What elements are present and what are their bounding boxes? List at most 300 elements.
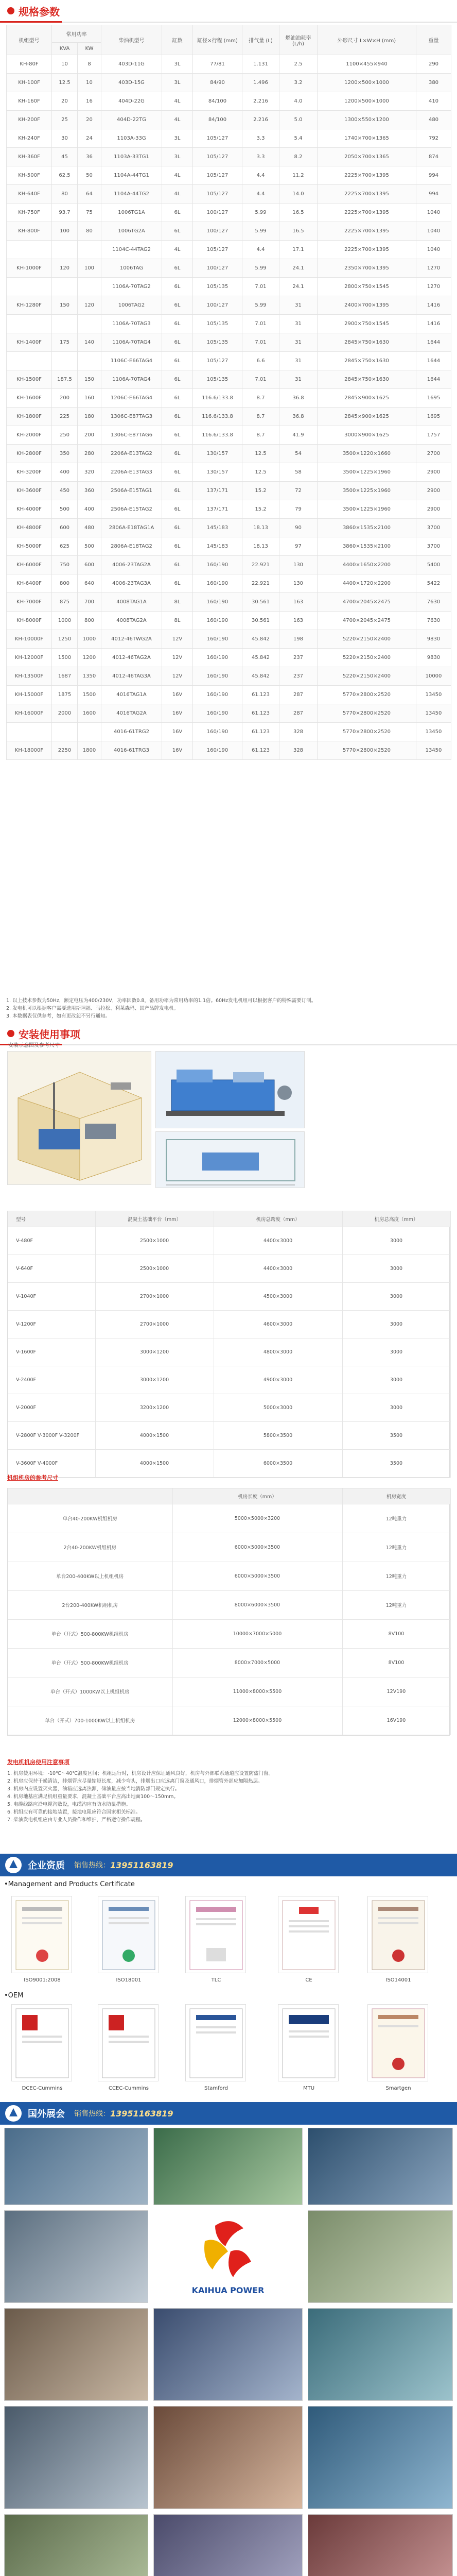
install-cell: V-1200F	[8, 1310, 95, 1338]
spec-cell: 1875	[52, 686, 78, 704]
install-dimension-table-box	[7, 1211, 450, 1478]
spec-row	[7, 55, 451, 74]
install-row	[8, 1338, 450, 1366]
spec-cell: 404D-22G	[101, 92, 162, 111]
spec-cell: 105/127	[193, 148, 242, 166]
spec-cell: 3500×1225×1960	[318, 482, 416, 500]
cert-dcec-image	[11, 2004, 72, 2081]
spec-cell: 237	[279, 667, 318, 686]
mgmt-cert-title: •Management and Products Certificate	[4, 1880, 135, 1888]
spec-cell: 16.5	[279, 204, 318, 222]
spec-row	[7, 74, 451, 92]
spec-cell: 2.216	[242, 111, 279, 129]
spec-cell: 287	[279, 704, 318, 723]
install-cell: 3000	[342, 1366, 450, 1394]
spec-cell: 100/127	[193, 204, 242, 222]
room-cell: 5000×5000×3200	[172, 1504, 342, 1533]
spec-cell: 2206A-E13TAG2	[101, 445, 162, 463]
install-cell: V-2800F V-3000F V-3200F	[8, 1421, 95, 1449]
spec-cell: 2806A-E18TAG1A	[101, 519, 162, 537]
room-cell: 12吨重力	[342, 1590, 450, 1619]
spec-cell: 2845×750×1630	[318, 333, 416, 352]
exhibition-photo	[308, 2210, 453, 2303]
spec-cell: 13450	[416, 704, 451, 723]
room-cell: 单台40-200KW机组机房	[8, 1504, 172, 1533]
spec-row	[7, 129, 451, 148]
spec-cell: 130	[279, 556, 318, 574]
spec-row	[7, 166, 451, 185]
spec-row	[7, 667, 451, 686]
spec-cell: 6L	[162, 445, 193, 463]
spec-cell: 450	[52, 482, 78, 500]
spec-cell: 4L	[162, 166, 193, 185]
room-cell: 8000×7000×5000	[172, 1648, 342, 1677]
spec-cell: 5770×2800×2520	[318, 723, 416, 741]
spec-row	[7, 593, 451, 612]
spec-cell: 145/183	[193, 519, 242, 537]
spec-section-header	[0, 0, 457, 23]
machine-room-illustration	[8, 1052, 151, 1185]
spec-cell: KH-240F	[7, 129, 52, 148]
exhibition-logo-icon	[4, 2104, 23, 2123]
room-cell: 单台（开式）700-1000KW以上机组机房	[8, 1706, 172, 1735]
room-table-header	[8, 1488, 450, 1504]
hotline-number[interactable]: 13951163819	[110, 1860, 173, 1870]
spec-cell: 12V	[162, 649, 193, 667]
spec-cell: 4L	[162, 92, 193, 111]
install-row	[8, 1282, 450, 1310]
hotline-number[interactable]: 13951163819	[110, 2108, 173, 2119]
hotline-label: 销售热线：	[74, 2110, 110, 2118]
spec-cell: 1270	[416, 278, 451, 296]
spec-cell: 2225×700×1395	[318, 222, 416, 241]
spec-row	[7, 426, 451, 445]
spec-row	[7, 463, 451, 482]
install-cell: 4500×3000	[214, 1282, 342, 1310]
spec-cell: 875	[52, 593, 78, 612]
spec-row	[7, 241, 451, 259]
spec-cell: 2.216	[242, 92, 279, 111]
spec-row	[7, 445, 451, 463]
spec-cell: 3L	[162, 55, 193, 74]
oem-title: •OEM	[4, 1992, 24, 1999]
spec-cell: 3860×1535×2100	[318, 519, 416, 537]
spec-row	[7, 370, 451, 389]
spec-cell: 1350	[78, 667, 101, 686]
spec-cell: 140	[78, 333, 101, 352]
spec-cell: 10	[52, 55, 78, 74]
room-row	[8, 1562, 450, 1590]
spec-row	[7, 352, 451, 370]
spec-cell: 1.131	[242, 55, 279, 74]
spec-cell: 2506A-E15TAG2	[101, 500, 162, 519]
spec-cell: 1000	[78, 630, 101, 649]
spec-cell: 2000	[52, 704, 78, 723]
spec-cell: 6L	[162, 537, 193, 556]
spec-cell: 3500×1225×1960	[318, 500, 416, 519]
room-cell: 2台40-200KW机组机房	[8, 1533, 172, 1562]
install-row	[8, 1449, 450, 1477]
spec-cell: 200	[52, 389, 78, 408]
spec-cell: 7.01	[242, 315, 279, 333]
exhibition-photo	[153, 2128, 303, 2205]
room-cell: 单台（开式）500-800KW机组机房	[8, 1648, 172, 1677]
exhibition-photo	[153, 2514, 303, 2576]
spec-cell: 1500	[78, 686, 101, 704]
spec-cell: 163	[279, 612, 318, 630]
cert-ce-image	[278, 1896, 339, 1973]
spec-cell: 328	[279, 741, 318, 760]
spec-cell: 54	[279, 445, 318, 463]
generator-illustration	[156, 1052, 305, 1128]
install-cell: 3500	[342, 1421, 450, 1449]
spec-row	[7, 259, 451, 278]
spec-cell: 403D-15G	[101, 74, 162, 92]
spec-header-cell: 常用功率	[52, 25, 101, 43]
install-cell: 2700×1000	[95, 1310, 214, 1338]
spec-cell: 4012-46TWG2A	[101, 630, 162, 649]
spec-cell: 6L	[162, 519, 193, 537]
exhibition-photo	[4, 2308, 148, 2401]
spec-cell: 12.5	[52, 74, 78, 92]
spec-cell: 61.123	[242, 723, 279, 741]
spec-cell: KH-1500F	[7, 370, 52, 389]
room-cell: 8V100	[342, 1619, 450, 1648]
spec-header-cell: 缸径×行程 (mm)	[193, 25, 242, 55]
spec-cell: 640	[78, 574, 101, 593]
spec-header-cell: 重量	[416, 25, 451, 55]
spec-cell: 61.123	[242, 704, 279, 723]
spec-cell: 7630	[416, 593, 451, 612]
spec-cell: 3L	[162, 148, 193, 166]
spec-cell: 1104A-44TG1	[101, 166, 162, 185]
spec-cell: 2050×700×1365	[318, 148, 416, 166]
spec-cell: 400	[52, 463, 78, 482]
spec-cell: 5770×2800×2520	[318, 741, 416, 760]
spec-cell: 380	[416, 74, 451, 92]
room-header-cell: 机房宽度	[342, 1488, 450, 1504]
spec-cell: 15.2	[242, 500, 279, 519]
spec-row	[7, 704, 451, 723]
spec-cell: KH-7000F	[7, 593, 52, 612]
install-cell: 4000×1500	[95, 1449, 214, 1477]
spec-header-cell: 柴油机型号	[101, 25, 162, 55]
spec-cell: 6L	[162, 259, 193, 278]
spec-cell: 31	[279, 296, 318, 315]
spec-cell: 3.3	[242, 129, 279, 148]
spec-cell	[52, 241, 78, 259]
spec-cell: 30	[52, 129, 78, 148]
spec-cell: 3L	[162, 129, 193, 148]
spec-cell: KH-500F	[7, 166, 52, 185]
spec-cell: 1040	[416, 222, 451, 241]
spec-cell: KH-200F	[7, 111, 52, 129]
install-row	[8, 1421, 450, 1449]
spec-cell: 1416	[416, 296, 451, 315]
spec-cell: 5220×2150×2400	[318, 667, 416, 686]
spec-cell: 4.0	[279, 92, 318, 111]
spec-cell: 1106A-70TAG3	[101, 315, 162, 333]
room-table-body	[8, 1504, 450, 1735]
spec-cell: 4008TAG2A	[101, 612, 162, 630]
spec-cell: 4006-23TAG2A	[101, 556, 162, 574]
spec-cell: 6L	[162, 352, 193, 370]
spec-row	[7, 482, 451, 500]
spec-cell: 1644	[416, 352, 451, 370]
spec-cell: 8.7	[242, 408, 279, 426]
spec-cell: 792	[416, 129, 451, 148]
spec-cell: 16V	[162, 704, 193, 723]
spec-cell: 7.01	[242, 278, 279, 296]
spec-cell	[7, 352, 52, 370]
spec-cell: 2900	[416, 482, 451, 500]
room-cell: 12吨重力	[342, 1504, 450, 1533]
spec-cell: 5.0	[279, 111, 318, 129]
spec-cell: 8L	[162, 593, 193, 612]
spec-cell: 4.4	[242, 241, 279, 259]
spec-cell: 25	[52, 111, 78, 129]
cert-iso14001-image	[367, 1896, 428, 1973]
spec-row	[7, 92, 451, 111]
spec-cell: 600	[52, 519, 78, 537]
spec-cell: 105/135	[193, 278, 242, 296]
install-row	[8, 1227, 450, 1255]
install-title: 安装使用事项	[19, 1028, 80, 1041]
spec-cell: 18.13	[242, 519, 279, 537]
spec-cell: 994	[416, 185, 451, 204]
room-cell: 单台200-400KW以上机组机房	[8, 1562, 172, 1590]
spec-cell: 1103A-33G	[101, 129, 162, 148]
room-row	[8, 1677, 450, 1706]
spec-cell: 1757	[416, 426, 451, 445]
spec-cell: 2845×750×1630	[318, 352, 416, 370]
spec-cell: 4016-61TRG3	[101, 741, 162, 760]
room-cell: 16V190	[342, 1706, 450, 1735]
spec-cell: 116.6/133.8	[193, 426, 242, 445]
spec-cell: 360	[78, 482, 101, 500]
spec-cell: 1104C-44TAG2	[101, 241, 162, 259]
spec-cell: 7.01	[242, 333, 279, 352]
spec-row	[7, 111, 451, 129]
spec-cell: 1270	[416, 259, 451, 278]
spec-cell: 4L	[162, 185, 193, 204]
spec-cell: 16V	[162, 686, 193, 704]
spec-row	[7, 574, 451, 593]
spec-cell: 13450	[416, 686, 451, 704]
install-header-cell: 混凝土基础平台（mm）	[95, 1211, 214, 1227]
spec-cell: 6L	[162, 370, 193, 389]
install-cell: 4600×3000	[214, 1310, 342, 1338]
spec-cell: 1106A-70TAG4	[101, 370, 162, 389]
install-cell: 5000×3000	[214, 1394, 342, 1421]
spec-cell: 100	[78, 259, 101, 278]
spec-cell: 287	[279, 686, 318, 704]
spec-cell: 84/90	[193, 74, 242, 92]
install-header-cell: 机房总高度（mm）	[342, 1211, 450, 1227]
spec-cell: 175	[52, 333, 78, 352]
room-header-cell: 机房长度（mm）	[172, 1488, 342, 1504]
spec-cell: 5.99	[242, 296, 279, 315]
spec-cell: 994	[416, 166, 451, 185]
install-note: 6. 机组应有可靠的接地装置，接地电阻应符合国家相关标准。	[7, 1809, 141, 1815]
room-cell: 11000×8000×5500	[172, 1677, 342, 1706]
room-cell: 单台（开式）1000KW以上机组机房	[8, 1677, 172, 1706]
spec-cell: KH-360F	[7, 148, 52, 166]
spec-cell: 160/190	[193, 556, 242, 574]
spec-cell: 150	[78, 370, 101, 389]
room-cell: 2台200-400KW机组机房	[8, 1590, 172, 1619]
spec-cell: 1106A-70TAG2	[101, 278, 162, 296]
cert-caption: ISO18001	[116, 1977, 142, 1983]
spec-row	[7, 537, 451, 556]
spec-cell: 45.842	[242, 630, 279, 649]
spec-cell: 480	[78, 519, 101, 537]
spec-cell: 30.561	[242, 593, 279, 612]
spec-cell: KH-4000F	[7, 500, 52, 519]
spec-cell: 14.0	[279, 185, 318, 204]
spec-row	[7, 185, 451, 204]
spec-cell: KH-1600F	[7, 389, 52, 408]
spec-cell: 31	[279, 315, 318, 333]
spec-cell: 700	[78, 593, 101, 612]
install-cell: V-1600F	[8, 1338, 95, 1366]
spec-cell: 36	[78, 148, 101, 166]
spec-cell: 480	[416, 111, 451, 129]
spec-cell: 6L	[162, 333, 193, 352]
spec-cell: 8	[78, 55, 101, 74]
company-logo-icon	[4, 1856, 23, 1874]
install-note: 5. 电缆线路应沿电缆沟敷设，电缆沟应有防水防鼠措施。	[7, 1802, 131, 1807]
cert-ccec-image	[98, 2004, 159, 2081]
install-note: 7. 柴油发电机组应由专业人员操作和维护，严格遵守操作规程。	[7, 1817, 146, 1823]
spec-cell: 5422	[416, 574, 451, 593]
exhibition-photo	[308, 2514, 453, 2576]
spec-cell: 4016-61TRG2	[101, 723, 162, 741]
spec-cell	[78, 278, 101, 296]
spec-cell: KH-3600F	[7, 482, 52, 500]
spec-cell: 17.1	[279, 241, 318, 259]
install-cell: 4800×3000	[214, 1338, 342, 1366]
room-row	[8, 1504, 450, 1533]
cert-smartgen-image	[367, 2004, 428, 2081]
spec-cell: 160	[78, 389, 101, 408]
install-cell: 4000×1500	[95, 1421, 214, 1449]
room-notes-label: 发电机机房使用注意事项	[7, 1759, 69, 1766]
install-cell: 3000	[342, 1338, 450, 1366]
spec-cell: 1740×700×1365	[318, 129, 416, 148]
spec-cell: 130/157	[193, 445, 242, 463]
spec-cell: 2845×900×1625	[318, 389, 416, 408]
spec-row	[7, 723, 451, 741]
spec-cell	[78, 241, 101, 259]
spec-cell: 2225×700×1395	[318, 166, 416, 185]
spec-cell: 290	[416, 55, 451, 74]
spec-notes	[6, 997, 451, 1020]
spec-cell: 61.123	[242, 741, 279, 760]
spec-cell: 61.123	[242, 686, 279, 704]
spec-header-cell: 外形尺寸 L×W×H (mm)	[318, 25, 416, 55]
room-plan-illustration	[156, 1132, 305, 1188]
spec-cell: KH-80F	[7, 55, 52, 74]
install-cell: 4400×3000	[214, 1255, 342, 1282]
spec-note: 2. 发电机可以根据客户需要选用斯坦福、马拉松、利莱森玛、国产品牌发电机。	[6, 1006, 179, 1011]
room-size-table	[8, 1488, 451, 1735]
install-cell: 3000	[342, 1310, 450, 1338]
spec-cell: KH-3200F	[7, 463, 52, 482]
spec-cell: 6L	[162, 204, 193, 222]
spec-cell: 250	[52, 426, 78, 445]
install-section-header	[0, 1023, 457, 1045]
spec-cell: 1100×455×940	[318, 55, 416, 74]
install-note: 4. 机房地基应满足机组重量要求，混凝土基础平台应高出地面100～150mm。	[7, 1794, 179, 1800]
spec-cell: 5220×2150×2400	[318, 630, 416, 649]
spec-cell: 84/100	[193, 92, 242, 111]
exhibition-photo	[308, 2406, 453, 2509]
spec-cell: 1040	[416, 204, 451, 222]
cert-iso18001-image	[98, 1896, 159, 1973]
red-dot-icon	[7, 7, 14, 14]
spec-cell: 800	[78, 612, 101, 630]
spec-cell: 1200	[78, 649, 101, 667]
spec-cell: 163	[279, 593, 318, 612]
cert-stamford-image	[185, 2004, 246, 2081]
spec-cell: 750	[52, 556, 78, 574]
spec-cell: 4008TAG1A	[101, 593, 162, 612]
install-cell: V-1040F	[8, 1282, 95, 1310]
spec-cell: 1006TG2A	[101, 222, 162, 241]
spec-header-row	[7, 25, 451, 43]
install-cell: 3000×1200	[95, 1366, 214, 1394]
spec-cell: 160/190	[193, 593, 242, 612]
spec-cell: 4016TAG1A	[101, 686, 162, 704]
spec-cell: 6L	[162, 574, 193, 593]
spec-cell: 97	[279, 537, 318, 556]
spec-cell: 8L	[162, 612, 193, 630]
spec-cell: 1800	[78, 741, 101, 760]
install-cell: 3500	[342, 1449, 450, 1477]
spec-cell	[52, 723, 78, 741]
install-cell: 4900×3000	[214, 1366, 342, 1394]
spec-cell: KH-10000F	[7, 630, 52, 649]
spec-cell	[7, 278, 52, 296]
spec-cell: 8.2	[279, 148, 318, 166]
spec-cell: 3.3	[242, 148, 279, 166]
spec-cell	[7, 315, 52, 333]
spec-cell: 500	[78, 537, 101, 556]
room-cell: 8000×6000×3500	[172, 1590, 342, 1619]
spec-table-body	[7, 55, 451, 760]
spec-cell: 160/190	[193, 630, 242, 649]
install-cell: 2500×1000	[95, 1255, 214, 1282]
red-dot-icon	[7, 1030, 14, 1037]
install-cell: 3000×1200	[95, 1338, 214, 1366]
spec-cell: 75	[78, 204, 101, 222]
spec-cell: 80	[52, 185, 78, 204]
spec-cell: 16V	[162, 741, 193, 760]
spec-cell: 45	[52, 148, 78, 166]
spec-cell: 7630	[416, 612, 451, 630]
spec-cell: 12.5	[242, 445, 279, 463]
spec-cell: 50	[78, 166, 101, 185]
spec-cell: 145/183	[193, 537, 242, 556]
install-header-cell: 机房总跨度（mm）	[214, 1211, 342, 1227]
spec-cell: 1106A-70TAG4	[101, 333, 162, 352]
spec-cell: 5770×2800×2520	[318, 704, 416, 723]
spec-cell: KH-1800F	[7, 408, 52, 426]
install-table-header	[8, 1211, 450, 1227]
spec-cell: 6L	[162, 296, 193, 315]
room-cell: 12吨重力	[342, 1533, 450, 1562]
